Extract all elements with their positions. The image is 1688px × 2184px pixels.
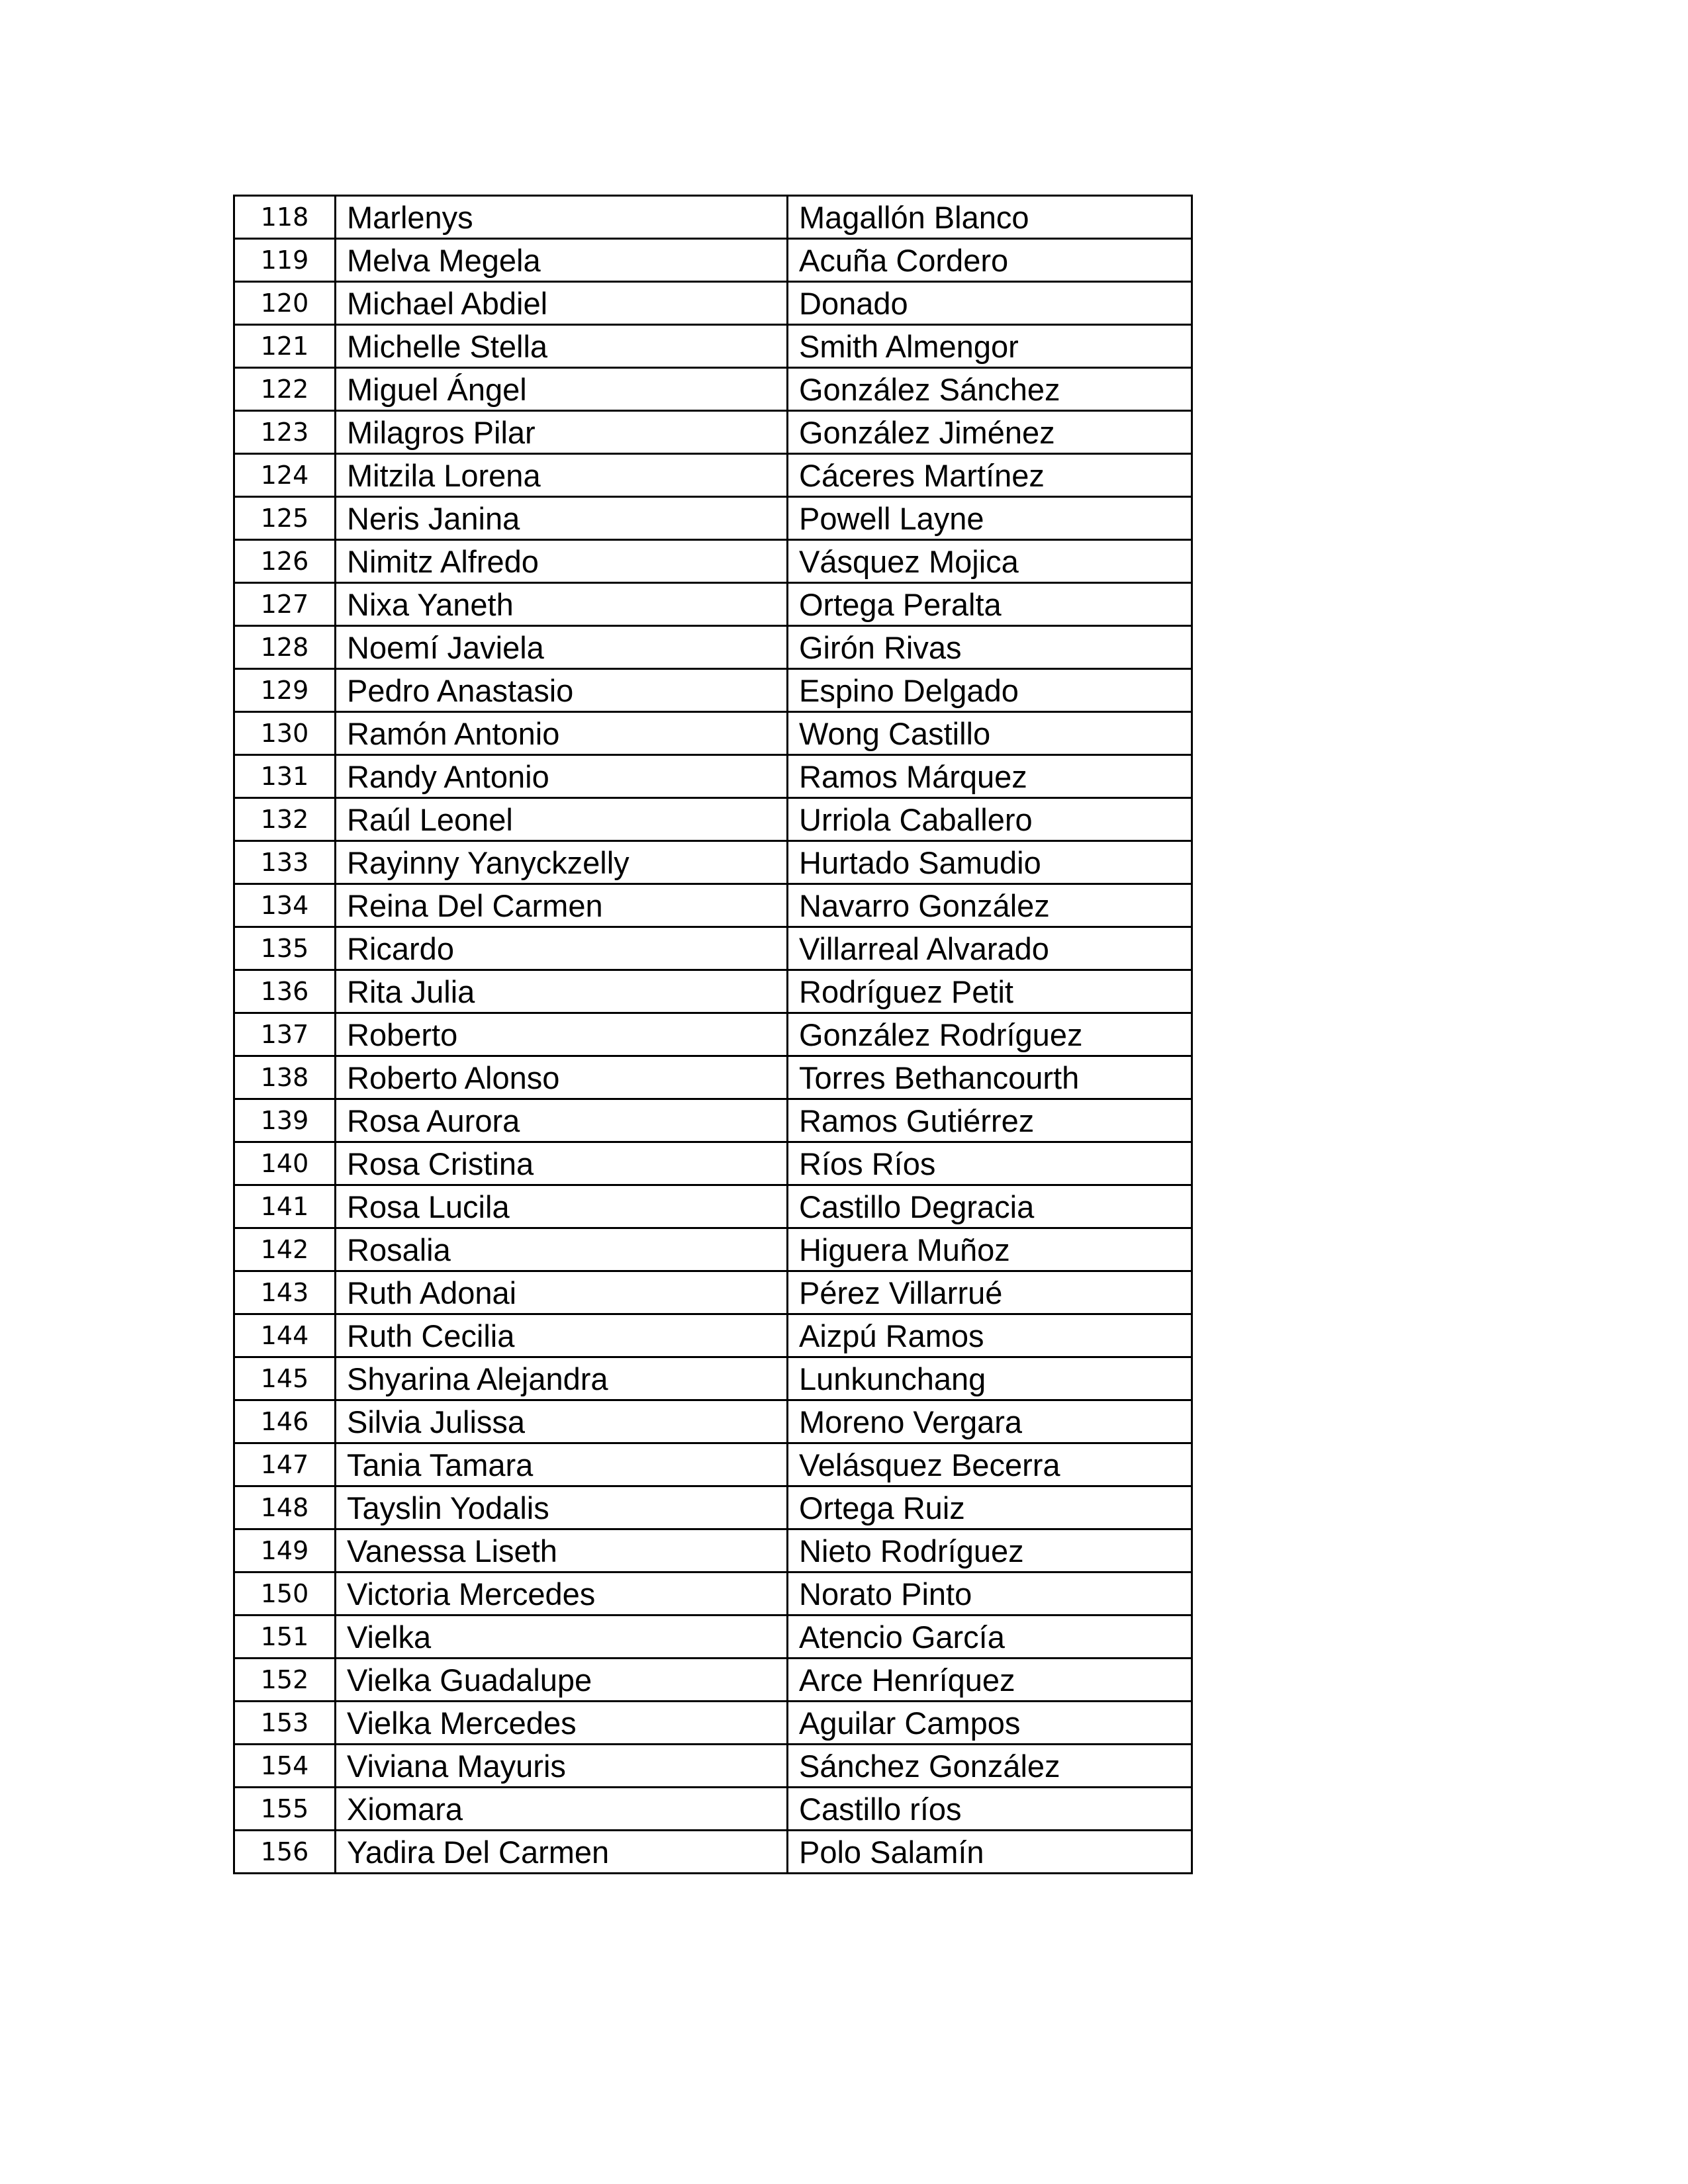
first-name-cell: Randy Antonio (336, 755, 788, 798)
row-number-cell: 142 (234, 1228, 336, 1271)
row-number-cell: 133 (234, 841, 336, 884)
last-name-cell: González Rodríguez (788, 1013, 1192, 1056)
row-number-cell: 147 (234, 1443, 336, 1486)
last-name-cell: Lunkunchang (788, 1357, 1192, 1400)
table-row (234, 927, 1192, 970)
first-name-cell: Nimitz Alfredo (336, 540, 788, 583)
first-name-cell: Yadira Del Carmen (336, 1831, 788, 1874)
first-name-cell: Neris Janina (336, 497, 788, 540)
table-row (234, 970, 1192, 1013)
first-name-cell: Ramón Antonio (336, 712, 788, 755)
table-row (234, 1572, 1192, 1615)
table-row (234, 239, 1192, 282)
table-row (234, 1142, 1192, 1185)
first-name-cell: Milagros Pilar (336, 411, 788, 454)
table-row (234, 1099, 1192, 1142)
first-name-cell: Reina Del Carmen (336, 884, 788, 927)
first-name-cell: Michelle Stella (336, 325, 788, 368)
table-row (234, 1831, 1192, 1874)
first-name-cell: Raúl Leonel (336, 798, 788, 841)
table-row (234, 368, 1192, 411)
first-name-cell: Miguel Ángel (336, 368, 788, 411)
table-row (234, 1659, 1192, 1702)
last-name-cell: Aizpú Ramos (788, 1314, 1192, 1357)
row-number-cell: 156 (234, 1831, 336, 1874)
last-name-cell: Navarro González (788, 884, 1192, 927)
last-name-cell: Ramos Gutiérrez (788, 1099, 1192, 1142)
first-name-cell: Vielka (336, 1615, 788, 1659)
last-name-cell: Magallón Blanco (788, 196, 1192, 239)
last-name-cell: Powell Layne (788, 497, 1192, 540)
table-row (234, 755, 1192, 798)
table-row (234, 1529, 1192, 1572)
first-name-cell: Pedro Anastasio (336, 669, 788, 712)
first-name-cell: Ruth Adonai (336, 1271, 788, 1314)
first-name-cell: Michael Abdiel (336, 282, 788, 325)
last-name-cell: Ortega Peralta (788, 583, 1192, 626)
first-name-cell: Melva Megela (336, 239, 788, 282)
table-row (234, 454, 1192, 497)
last-name-cell: Vásquez Mojica (788, 540, 1192, 583)
last-name-cell: Norato Pinto (788, 1572, 1192, 1615)
last-name-cell: Atencio García (788, 1615, 1192, 1659)
table-row (234, 325, 1192, 368)
first-name-cell: Rayinny Yanyckzelly (336, 841, 788, 884)
first-name-cell: Xiomara (336, 1788, 788, 1831)
last-name-cell: Acuña Cordero (788, 239, 1192, 282)
row-number-cell: 120 (234, 282, 336, 325)
row-number-cell: 154 (234, 1745, 336, 1788)
last-name-cell: Nieto Rodríguez (788, 1529, 1192, 1572)
table-row (234, 540, 1192, 583)
row-number-cell: 148 (234, 1486, 336, 1529)
table-row (234, 1228, 1192, 1271)
last-name-cell: Rodríguez Petit (788, 970, 1192, 1013)
last-name-cell: Espino Delgado (788, 669, 1192, 712)
first-name-cell: Mitzila Lorena (336, 454, 788, 497)
last-name-cell: Pérez Villarrué (788, 1271, 1192, 1314)
first-name-cell: Roberto Alonso (336, 1056, 788, 1099)
row-number-cell: 128 (234, 626, 336, 669)
row-number-cell: 127 (234, 583, 336, 626)
row-number-cell: 151 (234, 1615, 336, 1659)
row-number-cell: 146 (234, 1400, 336, 1443)
row-number-cell: 119 (234, 239, 336, 282)
table-row (234, 669, 1192, 712)
table-row (234, 1185, 1192, 1228)
last-name-cell: Velásquez Becerra (788, 1443, 1192, 1486)
last-name-cell: Sánchez González (788, 1745, 1192, 1788)
first-name-cell: Viviana Mayuris (336, 1745, 788, 1788)
last-name-cell: Ríos Ríos (788, 1142, 1192, 1185)
row-number-cell: 121 (234, 325, 336, 368)
row-number-cell: 137 (234, 1013, 336, 1056)
row-number-cell: 150 (234, 1572, 336, 1615)
last-name-cell: Hurtado Samudio (788, 841, 1192, 884)
first-name-cell: Rosa Cristina (336, 1142, 788, 1185)
last-name-cell: Donado (788, 282, 1192, 325)
row-number-cell: 132 (234, 798, 336, 841)
first-name-cell: Tania Tamara (336, 1443, 788, 1486)
row-number-cell: 130 (234, 712, 336, 755)
names-table-body (234, 196, 1192, 1874)
row-number-cell: 141 (234, 1185, 336, 1228)
row-number-cell: 153 (234, 1702, 336, 1745)
row-number-cell: 123 (234, 411, 336, 454)
table-row (234, 1056, 1192, 1099)
last-name-cell: Castillo ríos (788, 1788, 1192, 1831)
table-row (234, 1400, 1192, 1443)
last-name-cell: Girón Rivas (788, 626, 1192, 669)
first-name-cell: Vanessa Liseth (336, 1529, 788, 1572)
table-row (234, 841, 1192, 884)
first-name-cell: Vielka Mercedes (336, 1702, 788, 1745)
table-row (234, 798, 1192, 841)
table-row (234, 712, 1192, 755)
row-number-cell: 139 (234, 1099, 336, 1142)
last-name-cell: Castillo Degracia (788, 1185, 1192, 1228)
table-row (234, 282, 1192, 325)
last-name-cell: Ramos Márquez (788, 755, 1192, 798)
row-number-cell: 145 (234, 1357, 336, 1400)
row-number-cell: 134 (234, 884, 336, 927)
table-row (234, 1745, 1192, 1788)
table-row (234, 1443, 1192, 1486)
last-name-cell: Polo Salamín (788, 1831, 1192, 1874)
table-row (234, 411, 1192, 454)
row-number-cell: 131 (234, 755, 336, 798)
table-row (234, 583, 1192, 626)
row-number-cell: 143 (234, 1271, 336, 1314)
last-name-cell: González Jiménez (788, 411, 1192, 454)
first-name-cell: Roberto (336, 1013, 788, 1056)
first-name-cell: Rita Julia (336, 970, 788, 1013)
last-name-cell: Aguilar Campos (788, 1702, 1192, 1745)
first-name-cell: Rosalia (336, 1228, 788, 1271)
row-number-cell: 124 (234, 454, 336, 497)
row-number-cell: 138 (234, 1056, 336, 1099)
last-name-cell: Torres Bethancourth (788, 1056, 1192, 1099)
names-table (233, 195, 1193, 1874)
table-row (234, 1013, 1192, 1056)
row-number-cell: 136 (234, 970, 336, 1013)
row-number-cell: 140 (234, 1142, 336, 1185)
table-row (234, 1486, 1192, 1529)
table-row (234, 497, 1192, 540)
row-number-cell: 144 (234, 1314, 336, 1357)
first-name-cell: Ruth Cecilia (336, 1314, 788, 1357)
first-name-cell: Noemí Javiela (336, 626, 788, 669)
row-number-cell: 149 (234, 1529, 336, 1572)
row-number-cell: 126 (234, 540, 336, 583)
last-name-cell: Villarreal Alvarado (788, 927, 1192, 970)
table-row (234, 1788, 1192, 1831)
last-name-cell: Higuera Muñoz (788, 1228, 1192, 1271)
row-number-cell: 118 (234, 196, 336, 239)
last-name-cell: Cáceres Martínez (788, 454, 1192, 497)
table-row (234, 1357, 1192, 1400)
last-name-cell: Ortega Ruiz (788, 1486, 1192, 1529)
first-name-cell: Nixa Yaneth (336, 583, 788, 626)
table-row (234, 1615, 1192, 1659)
table-row (234, 1702, 1192, 1745)
table-row (234, 1314, 1192, 1357)
table-row (234, 884, 1192, 927)
row-number-cell: 152 (234, 1659, 336, 1702)
row-number-cell: 135 (234, 927, 336, 970)
last-name-cell: Moreno Vergara (788, 1400, 1192, 1443)
first-name-cell: Marlenys (336, 196, 788, 239)
first-name-cell: Vielka Guadalupe (336, 1659, 788, 1702)
row-number-cell: 155 (234, 1788, 336, 1831)
first-name-cell: Ricardo (336, 927, 788, 970)
table-row (234, 196, 1192, 239)
last-name-cell: González Sánchez (788, 368, 1192, 411)
first-name-cell: Silvia Julissa (336, 1400, 788, 1443)
first-name-cell: Tayslin Yodalis (336, 1486, 788, 1529)
last-name-cell: Urriola Caballero (788, 798, 1192, 841)
last-name-cell: Wong Castillo (788, 712, 1192, 755)
table-row (234, 1271, 1192, 1314)
last-name-cell: Smith Almengor (788, 325, 1192, 368)
first-name-cell: Victoria Mercedes (336, 1572, 788, 1615)
row-number-cell: 122 (234, 368, 336, 411)
row-number-cell: 129 (234, 669, 336, 712)
first-name-cell: Rosa Aurora (336, 1099, 788, 1142)
first-name-cell: Rosa Lucila (336, 1185, 788, 1228)
first-name-cell: Shyarina Alejandra (336, 1357, 788, 1400)
table-row (234, 626, 1192, 669)
last-name-cell: Arce Henríquez (788, 1659, 1192, 1702)
row-number-cell: 125 (234, 497, 336, 540)
